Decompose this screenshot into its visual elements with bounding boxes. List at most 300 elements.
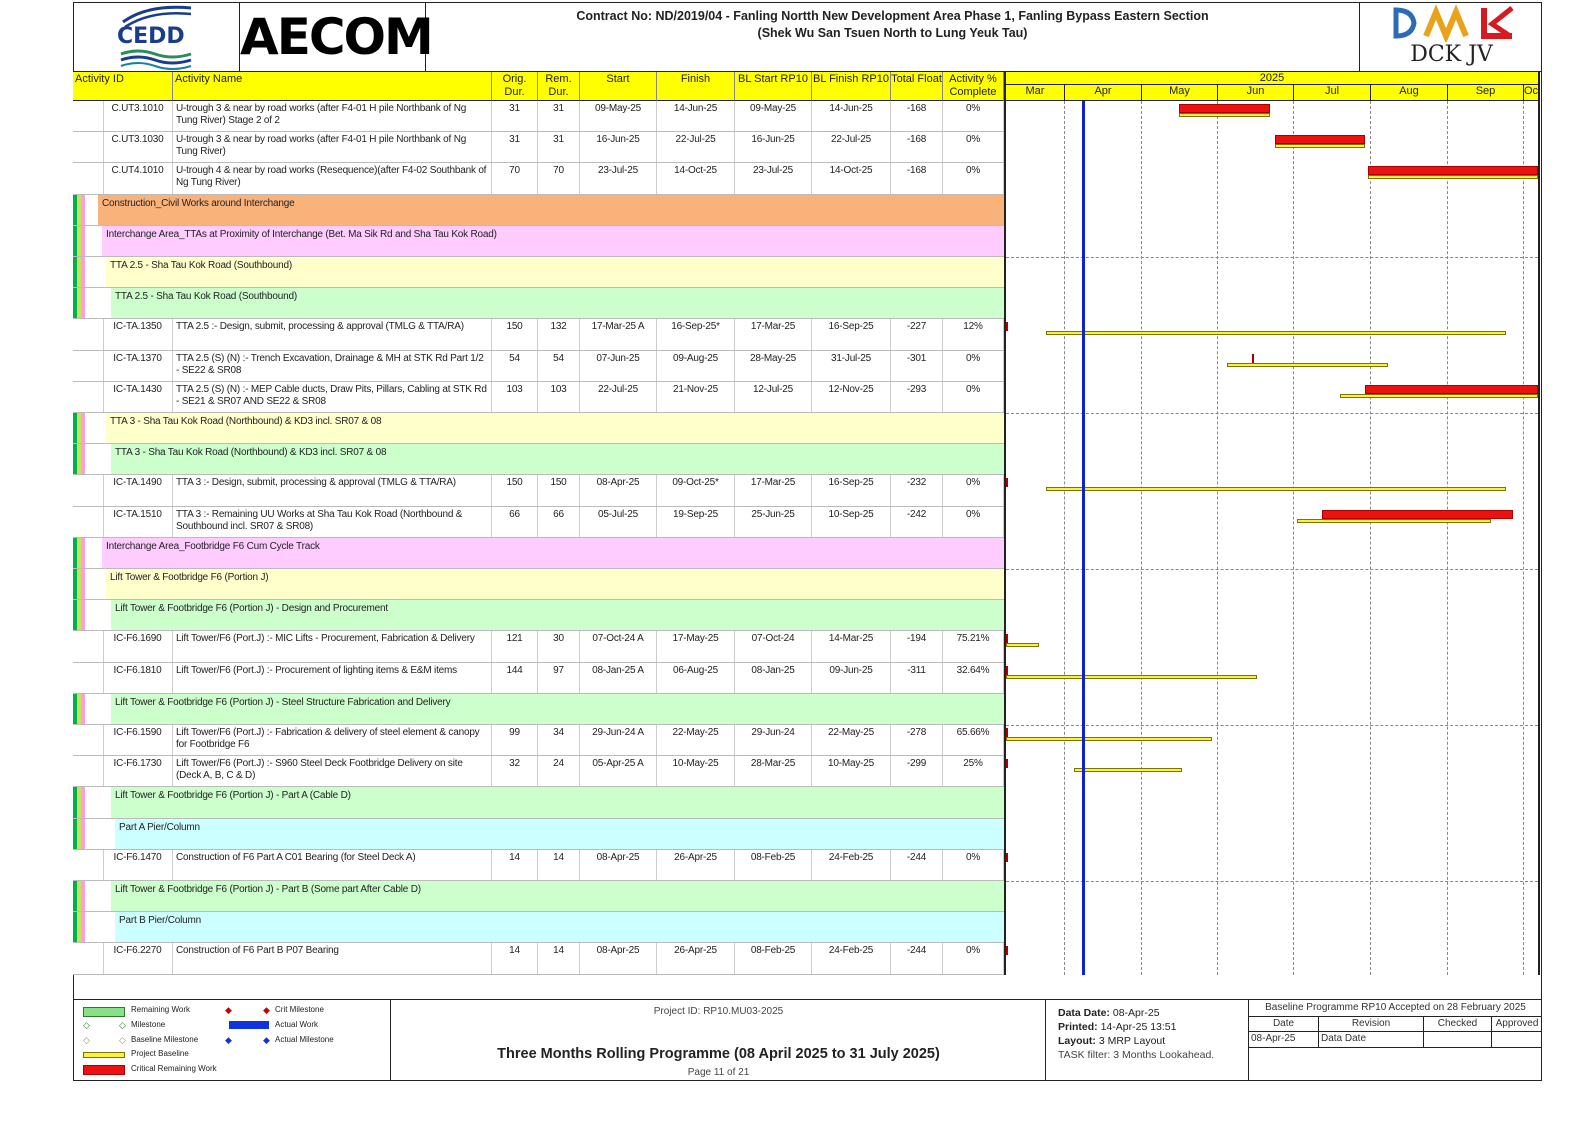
legend-project-baseline-label: Project Baseline <box>131 1049 189 1058</box>
activity-row[interactable] <box>73 163 1004 194</box>
wbs-band-row[interactable] <box>73 413 1004 444</box>
baseline-bar[interactable] <box>1340 394 1538 398</box>
orig-dur: 150 <box>492 319 538 349</box>
activity-row[interactable] <box>73 663 1004 694</box>
activity-id: IC-TA.1370 <box>103 351 173 381</box>
critical-remaining-bar[interactable] <box>1252 354 1254 363</box>
activity-name: Lift Tower/F6 (Port.J) :- Procurement of lighting items & E&M items <box>173 663 492 693</box>
baseline-bar[interactable] <box>1275 144 1365 148</box>
bl-finish-date: 10-Sep-25 <box>812 507 891 537</box>
legend-milestone-label: Milestone <box>131 1020 166 1029</box>
col-header-bl-start[interactable]: BL Start RP10 <box>735 72 812 101</box>
rem-dur: 150 <box>538 475 580 505</box>
bl-finish-date: 14-Mar-25 <box>812 631 891 661</box>
total-float: -293 <box>891 382 943 412</box>
critical-remaining-bar[interactable] <box>1179 104 1269 113</box>
revision-cell <box>1424 1031 1492 1047</box>
orig-dur: 54 <box>492 351 538 381</box>
critical-remaining-bar[interactable] <box>1275 135 1365 144</box>
start-date: 08-Apr-25 <box>580 850 657 880</box>
activity-id: IC-F6.1590 <box>103 725 173 755</box>
pct-complete: 0% <box>943 943 1004 973</box>
wbs-band-label: Part B Pier/Column <box>115 912 1004 942</box>
activity-id: C.UT3.1010 <box>103 101 173 131</box>
activity-id: IC-F6.1470 <box>103 850 173 880</box>
wbs-band-label: Lift Tower & Footbridge F6 (Portion J) <box>106 569 1004 599</box>
total-float: -278 <box>891 725 943 755</box>
critical-remaining-bar[interactable] <box>1006 728 1008 737</box>
orig-dur: 66 <box>492 507 538 537</box>
diamond-icon: ◇ <box>83 1020 90 1030</box>
activity-row[interactable] <box>73 631 1004 662</box>
pct-complete: 25% <box>943 756 1004 786</box>
start-date: 08-Apr-25 <box>580 943 657 973</box>
pct-complete: 32.64% <box>943 663 1004 693</box>
page-header <box>73 2 1542 72</box>
rem-dur: 66 <box>538 507 580 537</box>
bl-start-date: 25-Jun-25 <box>735 507 812 537</box>
finish-date: 22-May-25 <box>657 725 735 755</box>
revision-col-header: Checked <box>1424 1016 1492 1031</box>
finish-date: 26-Apr-25 <box>657 943 735 973</box>
activity-name: Construction of F6 Part A C01 Bearing (for Steel Deck A) <box>173 850 492 880</box>
activity-id: IC-F6.1730 <box>103 756 173 786</box>
indent-strip <box>85 382 104 412</box>
wbs-band-label: Construction_Civil Works around Interchange <box>98 195 1004 225</box>
legend-actual-work-label: Actual Work <box>275 1020 318 1029</box>
revision-col-header: Date <box>1249 1016 1319 1031</box>
critical-remaining-bar[interactable] <box>1368 166 1538 175</box>
wbs-band-row[interactable] <box>73 694 1004 725</box>
wbs-band-label: Lift Tower & Footbridge F6 (Portion J) - Steel Structure Fabrication and Delivery <box>111 694 1004 724</box>
indent-strip <box>85 631 104 661</box>
activity-id: IC-F6.1690 <box>103 631 173 661</box>
month-label: Oc <box>1523 85 1538 100</box>
start-date: 09-May-25 <box>580 101 657 131</box>
report-title: Three Months Rolling Programme (08 April 2025 to 31 July 2025) <box>497 1046 940 1062</box>
rem-dur: 97 <box>538 663 580 693</box>
indent-strip <box>85 101 104 131</box>
activity-name: TTA 2.5 :- Design, submit, processing & approval (TMLG & TTA/RA) <box>173 319 492 349</box>
wbs-band-label: Part A Pier/Column <box>115 819 1004 849</box>
page-number: Page 11 of 21 <box>687 1067 750 1078</box>
month-label: Jun <box>1217 85 1293 100</box>
finish-date: 21-Nov-25 <box>657 382 735 412</box>
month-gridline <box>1293 101 1294 975</box>
activity-name: TTA 3 :- Remaining UU Works at Sha Tau Kok Road (Northbound & Southbound incl. SR07 & SR08) <box>173 507 492 537</box>
wbs-band-label: Lift Tower & Footbridge F6 (Portion J) - Part A (Cable D) <box>111 787 1004 817</box>
total-float: -299 <box>891 756 943 786</box>
month-label: Sep <box>1447 85 1523 100</box>
activity-name: Lift Tower/F6 (Port.J) :- Fabrication & delivery of steel element & canopy for Footbridge F6 <box>173 725 492 755</box>
activity-id: IC-TA.1350 <box>103 319 173 349</box>
month-label: Jul <box>1293 85 1370 100</box>
diamond-icon: ◆ <box>225 1005 232 1015</box>
start-date: 22-Jul-25 <box>580 382 657 412</box>
activity-row[interactable] <box>73 725 1004 756</box>
row-gridline <box>1006 725 1538 726</box>
wbs-band-row[interactable] <box>73 819 1004 850</box>
wbs-band-row[interactable] <box>73 912 1004 943</box>
bl-start-date: 28-Mar-25 <box>735 756 812 786</box>
baseline-bar[interactable] <box>1227 363 1388 367</box>
wbs-band-label: Interchange Area_TTAs at Proximity of Interchange (Bet. Ma Sik Rd and Sha Tau Kok Road) <box>102 226 1004 256</box>
bl-finish-date: 12-Nov-25 <box>812 382 891 412</box>
pct-complete: 12% <box>943 319 1004 349</box>
start-date: 07-Oct-24 A <box>580 631 657 661</box>
task-filter: TASK filter: 3 Months Lookahead. <box>1058 1049 1215 1061</box>
activity-id: IC-TA.1430 <box>103 382 173 412</box>
baseline-bar[interactable] <box>1006 643 1039 647</box>
indent-strip <box>85 132 104 162</box>
gantt-header <box>1006 72 1538 101</box>
start-date: 29-Jun-24 A <box>580 725 657 755</box>
revision-col-header: Approved <box>1495 1018 1539 1029</box>
wbs-band-label: Interchange Area_Footbridge F6 Cum Cycle Track <box>102 538 1004 568</box>
diamond-icon: ◇ <box>119 1020 126 1030</box>
wbs-band-row[interactable] <box>73 195 1004 226</box>
total-float: -242 <box>891 507 943 537</box>
orig-dur: 32 <box>492 756 538 786</box>
gantt-chart <box>1004 72 1540 975</box>
total-float: -194 <box>891 631 943 661</box>
indent-strip <box>85 319 104 349</box>
wbs-band-row[interactable] <box>73 881 1004 912</box>
total-float: -311 <box>891 663 943 693</box>
col-header-activity-name[interactable]: Activity Name <box>173 72 492 101</box>
col-header-total-float[interactable]: Total Float <box>891 72 943 101</box>
orig-dur: 144 <box>492 663 538 693</box>
pct-complete: 0% <box>943 163 1004 193</box>
bl-finish-date: 14-Jun-25 <box>812 101 891 131</box>
revision-col-header: Revision <box>1319 1016 1424 1031</box>
finish-date: 14-Oct-25 <box>657 163 735 193</box>
contract-title-line2: (Shek Wu San Tsuen North to Lung Yeuk Tau) <box>757 26 1028 40</box>
rem-dur: 132 <box>538 319 580 349</box>
col-header-finish[interactable]: Finish <box>657 72 735 101</box>
wbs-band-label: Lift Tower & Footbridge F6 (Portion J) - Part B (Some part After Cable D) <box>111 881 1004 911</box>
indent-strip <box>85 943 104 973</box>
rem-dur: 34 <box>538 725 580 755</box>
pct-complete: 75.21% <box>943 631 1004 661</box>
finish-date: 22-Jul-25 <box>657 132 735 162</box>
baseline-bar[interactable] <box>1006 675 1257 679</box>
activity-name: U-trough 3 & near by road works (after F4-01 H pile Northbank of Ng Tung River) Stage 2 of 2 <box>173 101 492 131</box>
month-gridline <box>1523 101 1524 975</box>
revision-row <box>1249 1031 1542 1048</box>
critical-remaining-bar[interactable] <box>1322 510 1513 519</box>
bl-finish-date: 10-May-25 <box>812 756 891 786</box>
wbs-band-label: Lift Tower & Footbridge F6 (Portion J) - Design and Procurement <box>111 600 1004 630</box>
baseline-bar[interactable] <box>1179 113 1269 117</box>
wbs-band-row[interactable] <box>73 569 1004 600</box>
baseline-bar[interactable] <box>1006 737 1212 741</box>
diamond-icon: ◆ <box>225 1035 232 1045</box>
activity-name: U-trough 4 & near by road works (Resequence)(after F4-02 Southbank of Ng Tung River) <box>173 163 492 193</box>
rem-dur: 30 <box>538 631 580 661</box>
critical-remaining-bar[interactable] <box>1006 759 1008 768</box>
activity-row[interactable] <box>73 475 1004 506</box>
activity-row[interactable] <box>73 943 1004 974</box>
pct-complete: 0% <box>943 132 1004 162</box>
indent-strip <box>85 663 104 693</box>
start-date: 23-Jul-25 <box>580 163 657 193</box>
finish-date: 14-Jun-25 <box>657 101 735 131</box>
bl-finish-date: 22-May-25 <box>812 725 891 755</box>
activity-id: C.UT3.1030 <box>103 132 173 162</box>
wbs-band-label: TTA 2.5 - Sha Tau Kok Road (Southbound) <box>106 257 1004 287</box>
rem-dur: 24 <box>538 756 580 786</box>
baseline-bar[interactable] <box>1297 519 1490 523</box>
baseline-note: Baseline Programme RP10 Accepted on 28 February 2025 <box>1249 1000 1542 1017</box>
bl-start-date: 17-Mar-25 <box>735 475 812 505</box>
wbs-band-label: TTA 2.5 - Sha Tau Kok Road (Southbound) <box>111 288 1004 318</box>
col-header-activity-id[interactable]: Activity ID <box>73 72 173 101</box>
aecom-logo <box>240 2 432 72</box>
bl-finish-date: 24-Feb-25 <box>812 943 891 973</box>
legend-actual-swatch <box>229 1021 269 1029</box>
row-gridline <box>1006 257 1538 258</box>
dck-jv-logo-text: DCK JV <box>1410 42 1493 67</box>
printed-value: 14-Apr-25 13:51 <box>1100 1021 1177 1033</box>
baseline-bar[interactable] <box>1046 331 1506 335</box>
activity-row[interactable] <box>73 319 1004 350</box>
activity-id: IC-F6.1810 <box>103 663 173 693</box>
baseline-bar[interactable] <box>1074 768 1182 772</box>
diamond-icon: ◆ <box>263 1005 270 1015</box>
start-date: 17-Mar-25 A <box>580 319 657 349</box>
indent-strip <box>85 351 104 381</box>
bl-finish-date: 24-Feb-25 <box>812 850 891 880</box>
wbs-band-row[interactable] <box>73 600 1004 631</box>
wbs-band-row[interactable] <box>73 288 1004 319</box>
layout-label: Layout: <box>1058 1035 1096 1047</box>
row-gridline <box>1006 413 1538 414</box>
month-gridline <box>1370 101 1371 975</box>
legend-remaining-label: Remaining Work <box>131 1005 190 1014</box>
legend <box>73 1000 391 1081</box>
baseline-bar[interactable] <box>1046 487 1506 491</box>
bl-finish-date: 16-Sep-25 <box>812 319 891 349</box>
diamond-icon: ◇ <box>83 1035 90 1045</box>
month-gridline <box>1064 101 1065 975</box>
finish-date: 06-Aug-25 <box>657 663 735 693</box>
legend-remaining-swatch <box>83 1007 125 1017</box>
start-date: 08-Apr-25 <box>580 475 657 505</box>
orig-dur: 31 <box>492 132 538 162</box>
contract-title-line1: Contract No: ND/2019/04 - Fanling Nortth New Development Area Phase 1, Fanling Bypass Eastern Section <box>576 9 1209 23</box>
revision-cell: 08-Apr-25 <box>1249 1031 1319 1047</box>
diamond-icon: ◇ <box>119 1035 126 1045</box>
month-label: Mar <box>1025 85 1045 97</box>
finish-date: 26-Apr-25 <box>657 850 735 880</box>
start-date: 05-Jul-25 <box>580 507 657 537</box>
orig-dur: 99 <box>492 725 538 755</box>
data-date-value: 08-Apr-25 <box>1112 1007 1160 1019</box>
col-header-start[interactable]: Start <box>580 72 657 101</box>
activity-row[interactable] <box>73 132 1004 163</box>
aecom-logo-text: AECOM <box>240 8 432 66</box>
activity-name: TTA 2.5 (S) (N) :- MEP Cable ducts, Draw Pits, Pillars, Cabling at STK Rd - SE21 & SR07 AND SE22 & SR08 <box>173 382 492 412</box>
baseline-bar[interactable] <box>1368 175 1538 179</box>
critical-remaining-bar[interactable] <box>1006 478 1008 487</box>
rem-dur: 54 <box>538 351 580 381</box>
bl-start-date: 08-Feb-25 <box>735 850 812 880</box>
wbs-band-label: TTA 3 - Sha Tau Kok Road (Northbound) & KD3 incl. SR07 & 08 <box>111 444 1004 474</box>
dck-jv-logo <box>1359 2 1542 72</box>
data-date-line <box>1082 101 1085 975</box>
row-gridline <box>1006 881 1538 882</box>
month-gridline <box>1141 101 1142 975</box>
print-info <box>1046 1000 1249 1081</box>
activity-name: TTA 2.5 (S) (N) :- Trench Excavation, Drainage & MH at STK Rd Part 1/2 - SE22 & SR08 <box>173 351 492 381</box>
activity-row[interactable] <box>73 101 1004 132</box>
legend-baseline-milestone-label: Baseline Milestone <box>131 1035 199 1044</box>
critical-remaining-bar[interactable] <box>1006 666 1008 675</box>
dck-jv-logo-graphic <box>1360 2 1543 42</box>
bl-finish-date: 14-Oct-25 <box>812 163 891 193</box>
bl-start-date: 23-Jul-25 <box>735 163 812 193</box>
total-float: -168 <box>891 101 943 131</box>
diamond-icon: ◆ <box>263 1035 270 1045</box>
page-footer <box>73 999 1542 1081</box>
activity-row[interactable] <box>73 351 1004 382</box>
indent-strip <box>85 850 104 880</box>
start-date: 05-Apr-25 A <box>580 756 657 786</box>
row-gridline <box>1006 569 1538 570</box>
col-header-pct-complete[interactable]: Activity % Complete <box>943 72 1004 101</box>
finish-date: 17-May-25 <box>657 631 735 661</box>
activity-name: TTA 3 :- Design, submit, processing & approval (TMLG & TTA/RA) <box>173 475 492 505</box>
start-date: 07-Jun-25 <box>580 351 657 381</box>
activity-name: Lift Tower/F6 (Port.J) :- MIC Lifts - Procurement, Fabrication & Delivery <box>173 631 492 661</box>
indent-strip <box>85 163 104 193</box>
wbs-band-row[interactable] <box>73 444 1004 475</box>
pct-complete: 0% <box>943 382 1004 412</box>
month-gridline <box>1217 101 1218 975</box>
revision-cell <box>1492 1031 1542 1047</box>
finish-date: 10-May-25 <box>657 756 735 786</box>
bl-finish-date: 09-Jun-25 <box>812 663 891 693</box>
pct-complete: 0% <box>943 850 1004 880</box>
orig-dur: 150 <box>492 475 538 505</box>
rem-dur: 14 <box>538 850 580 880</box>
critical-remaining-bar[interactable] <box>1006 853 1008 862</box>
activity-row[interactable] <box>73 507 1004 538</box>
bl-finish-date: 22-Jul-25 <box>812 132 891 162</box>
critical-remaining-bar[interactable] <box>1006 322 1008 331</box>
critical-remaining-bar[interactable] <box>1365 385 1538 394</box>
bl-finish-date: 31-Jul-25 <box>812 351 891 381</box>
revision-cell: Data Date <box>1319 1031 1424 1047</box>
revision-header-row <box>1249 1016 1542 1032</box>
month-label: Aug <box>1370 85 1447 100</box>
legend-critical-swatch <box>83 1065 125 1075</box>
pct-complete: 65.66% <box>943 725 1004 755</box>
bl-start-date: 17-Mar-25 <box>735 319 812 349</box>
start-date: 08-Jan-25 A <box>580 663 657 693</box>
col-header-rem-dur[interactable]: Rem. Dur. <box>538 72 580 101</box>
total-float: -168 <box>891 163 943 193</box>
legend-crit-milestone-label: Crit Milestone <box>275 1005 324 1014</box>
indent-strip <box>85 475 104 505</box>
indent-strip <box>85 756 104 786</box>
activity-name: Lift Tower/F6 (Port.J) :- S960 Steel Deck Footbridge Delivery on site (Deck A, B, C & D) <box>173 756 492 786</box>
total-float: -168 <box>891 132 943 162</box>
legend-baseline-swatch <box>83 1052 125 1058</box>
project-id: Project ID: RP10.MU03-2025 <box>653 1006 784 1017</box>
pct-complete: 0% <box>943 351 1004 381</box>
wbs-band-row[interactable] <box>73 257 1004 288</box>
finish-date: 09-Aug-25 <box>657 351 735 381</box>
wbs-band-row[interactable] <box>73 226 1004 257</box>
total-float: -244 <box>891 850 943 880</box>
wbs-band-row[interactable] <box>73 538 1004 569</box>
bl-finish-date: 16-Sep-25 <box>812 475 891 505</box>
rem-dur: 14 <box>538 943 580 973</box>
col-header-orig-dur[interactable]: Orig. Dur. <box>492 72 538 101</box>
layout-value: 3 MRP Layout <box>1098 1035 1166 1047</box>
wbs-band-row[interactable] <box>73 787 1004 818</box>
footer-title-block <box>391 1000 1046 1081</box>
bl-start-date: 16-Jun-25 <box>735 132 812 162</box>
month-label: May <box>1141 85 1217 100</box>
bl-start-date: 28-May-25 <box>735 351 812 381</box>
total-float: -227 <box>891 319 943 349</box>
cedd-logo-text: CEDD <box>117 24 185 49</box>
printed-label: Printed: <box>1058 1021 1098 1033</box>
bl-start-date: 08-Jan-25 <box>735 663 812 693</box>
pct-complete: 0% <box>943 101 1004 131</box>
cedd-logo <box>73 2 240 72</box>
pct-complete: 0% <box>943 475 1004 505</box>
orig-dur: 121 <box>492 631 538 661</box>
bl-start-date: 08-Feb-25 <box>735 943 812 973</box>
col-header-bl-finish[interactable]: BL Finish RP10 <box>812 72 891 101</box>
month-gridline <box>1447 101 1448 975</box>
contract-title <box>426 2 1359 72</box>
orig-dur: 70 <box>492 163 538 193</box>
activity-row[interactable] <box>73 756 1004 787</box>
rem-dur: 103 <box>538 382 580 412</box>
finish-date: 09-Oct-25* <box>657 475 735 505</box>
wbs-band-label: TTA 3 - Sha Tau Kok Road (Northbound) & KD3 incl. SR07 & 08 <box>106 413 1004 443</box>
rem-dur: 31 <box>538 132 580 162</box>
activity-name: U-trough 3 & near by road works (after F4-01 H pile Northbank of Ng Tung River) <box>173 132 492 162</box>
month-label: Apr <box>1064 85 1141 100</box>
activity-row[interactable] <box>73 382 1004 413</box>
rem-dur: 31 <box>538 101 580 131</box>
critical-remaining-bar[interactable] <box>1006 946 1008 955</box>
orig-dur: 103 <box>492 382 538 412</box>
pct-complete: 0% <box>943 507 1004 537</box>
activity-row[interactable] <box>73 850 1004 881</box>
total-float: -301 <box>891 351 943 381</box>
bl-start-date: 12-Jul-25 <box>735 382 812 412</box>
bl-start-date: 09-May-25 <box>735 101 812 131</box>
finish-date: 19-Sep-25 <box>657 507 735 537</box>
bl-start-date: 29-Jun-24 <box>735 725 812 755</box>
orig-dur: 14 <box>492 850 538 880</box>
activity-name: Construction of F6 Part B P07 Bearing <box>173 943 492 973</box>
data-date-label: Data Date: <box>1058 1007 1110 1019</box>
activity-id: C.UT4.1010 <box>103 163 173 193</box>
indent-strip <box>85 507 104 537</box>
bl-start-date: 07-Oct-24 <box>735 631 812 661</box>
gantt-year-label: 2025 <box>1006 72 1538 85</box>
critical-remaining-bar[interactable] <box>1006 634 1008 643</box>
revision-table <box>1249 1000 1542 1081</box>
